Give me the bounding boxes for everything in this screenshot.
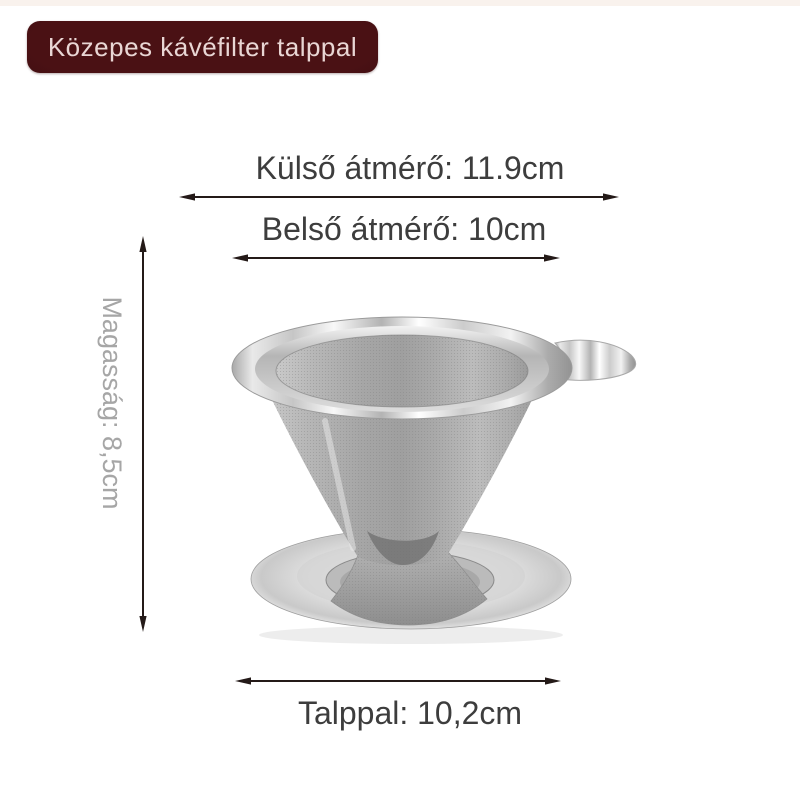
top-edge-strip — [0, 0, 800, 6]
height-label: Magasság: 8,5cm — [97, 296, 127, 510]
base-width-arrow — [234, 675, 562, 687]
inner-diameter-label: Belső átmérő: 10cm — [261, 211, 547, 247]
product-badge — [27, 21, 378, 73]
product-image — [225, 313, 645, 648]
outer-diameter-arrow — [178, 191, 620, 203]
height-arrow — [136, 235, 150, 633]
inner-diameter-arrow — [231, 252, 561, 264]
product-badge-label: Közepes kávéfilter talppal — [47, 31, 358, 62]
filter-rim — [232, 317, 572, 419]
base-width-label: Talppal: 10,2cm — [297, 695, 523, 731]
outer-diameter-label: Külső átmérő: 11.9cm — [255, 150, 565, 186]
